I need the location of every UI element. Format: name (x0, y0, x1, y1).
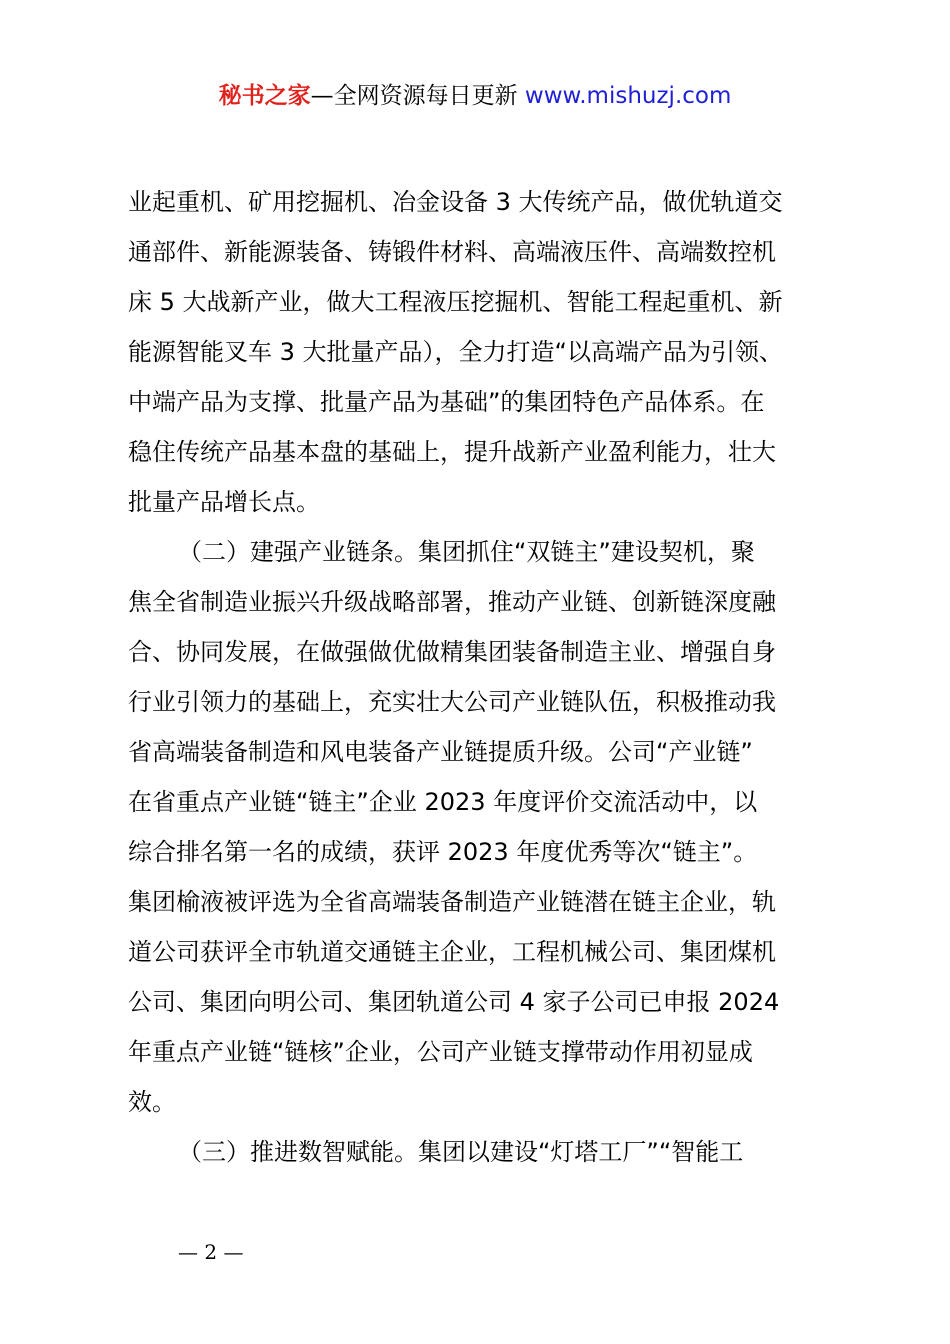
text-line: 焦全省制造业振兴升级战略部署，推动产业链、创新链深度融 (128, 588, 776, 616)
text-line: 中端产品为支撑、批量产品为基础”的集团特色产品体系。在 (128, 388, 765, 416)
text-line: 道公司获评全市轨道交通链主企业，工程机械公司、集团煤机 (128, 938, 776, 966)
text-line: 公司、集团向明公司、集团轨道公司 4 家子公司已申报 2024 (128, 988, 780, 1016)
site-url-link[interactable]: www.mishuzj.com (524, 83, 732, 109)
text-line: 行业引领力的基础上，充实壮大公司产业链队伍，积极推动我 (128, 688, 776, 716)
text-line: 集团榆液被评选为全省高端装备制造产业链潜在链主企业，轨 (128, 888, 776, 916)
text-line: 稳住传统产品基本盘的基础上，提升战新产业盈利能力，壮大 (128, 438, 776, 466)
section-heading-line: （二）建强产业链条。集团抓住“双链主”建设契机，聚 (178, 538, 755, 566)
text-line: 合、协同发展，在做强做优做精集团装备制造主业、增强自身 (128, 638, 776, 666)
text-line: 通部件、新能源装备、铸锻件材料、高端液压件、高端数控机 (128, 238, 776, 266)
text-line: 业起重机、矿用挖掘机、冶金设备 3 大传统产品，做优轨道交 (128, 188, 783, 216)
site-header (0, 80, 950, 112)
text-line: 综合排名第一名的成绩，获评 2023 年度优秀等次“链主”。 (128, 838, 758, 866)
text-line: 年重点产业链“链核”企业，公司产业链支撑带动作用初显成 (128, 1038, 753, 1066)
section-heading-line: （三）推进数智赋能。集团以建设“灯塔工厂”“智能工 (178, 1138, 744, 1166)
site-brand: 秘书之家 (218, 83, 311, 109)
text-line: 能源智能叉车 3 大批量产品），全力打造“以高端产品为引领、 (128, 338, 783, 366)
page-number: — 2 — (178, 1240, 244, 1264)
text-line: 省高端装备制造和风电装备产业链提质升级。公司“产业链” (128, 738, 753, 766)
site-slogan: —全网资源每日更新 (310, 83, 525, 109)
text-line: 批量产品增长点。 (128, 488, 320, 516)
text-line: 在省重点产业链“链主”企业 2023 年度评价交流活动中，以 (128, 788, 758, 816)
text-line: 床 5 大战新产业，做大工程液压挖掘机、智能工程起重机、新 (128, 288, 783, 316)
text-line: 效。 (128, 1088, 176, 1116)
